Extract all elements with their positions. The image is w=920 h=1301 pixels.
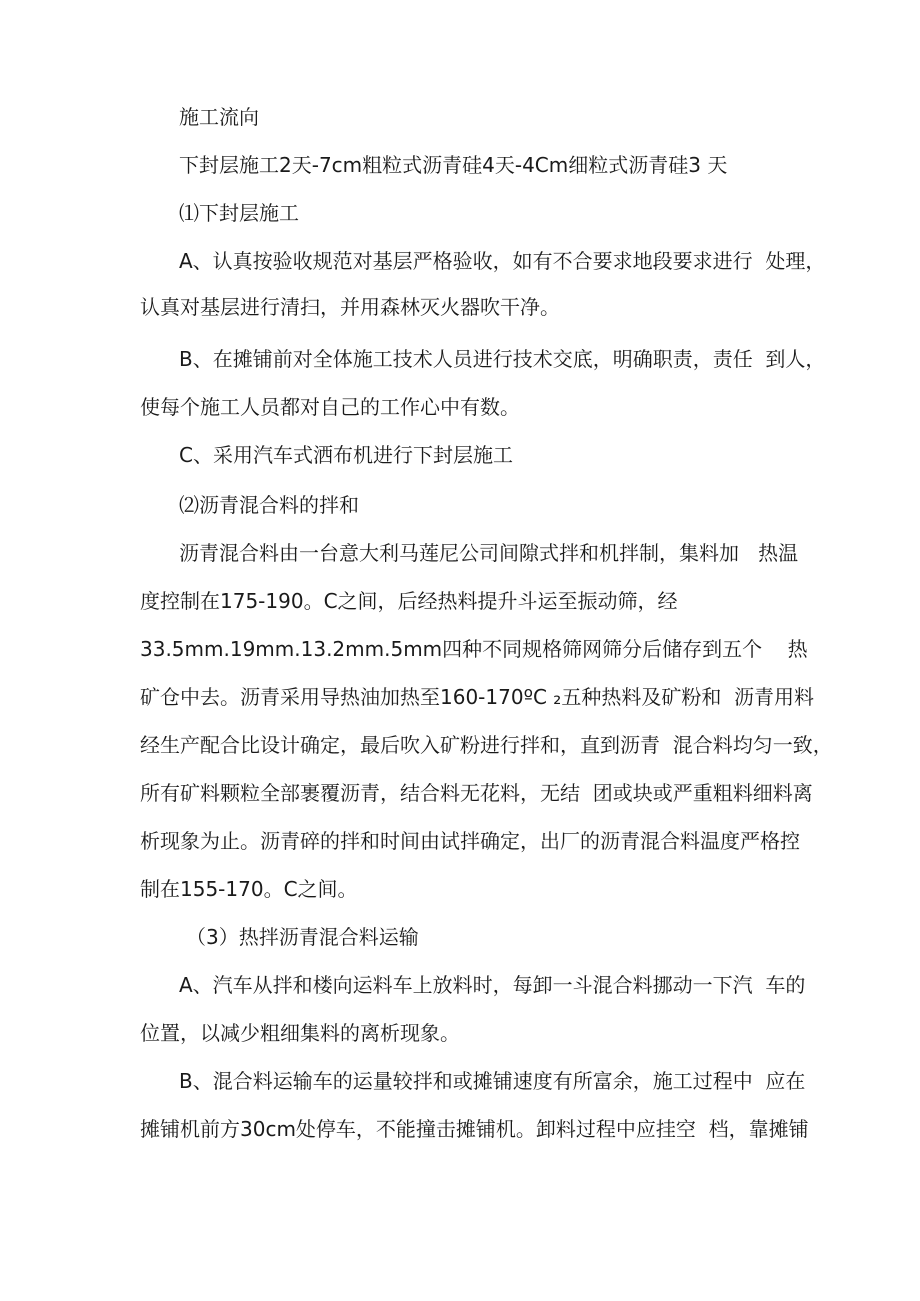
text-line: A、认真按验收规范对基层严格验收，如有不合要求地段要求进行 处理， <box>179 249 826 273</box>
text-line: A、汽车从拌和楼向运料车上放料时，每卸一斗混合料挪动一下汽 车的 <box>179 973 806 997</box>
text-line: 沥青混合料由一台意大利马莲尼公司间隙式拌和机拌制，集料加 热温 <box>179 541 799 565</box>
text-line: 度控制在175-190。C之间，后经热料提升斗运至振动筛，经 <box>140 589 678 613</box>
text-line: B、混合料运输车的运量较拌和或摊铺速度有所富余，施工过程中 应在 <box>179 1069 806 1093</box>
section-heading: ⑴下封层施工 <box>179 201 299 225</box>
text-line: 33.5mm.19mm.13.2mm.5mm四种不同规格筛网筛分后储存到五个 热 <box>140 637 808 661</box>
text-line: 认真对基层进行清扫，并用森林灭火器吹干净。 <box>140 295 560 319</box>
text-line: B、在摊铺前对全体施工技术人员进行技术交底，明确职责，责任 到人， <box>179 347 826 371</box>
section-heading: （3）热拌沥青混合料运输 <box>186 925 419 949</box>
text-line: 使每个施工人员都对自己的工作心中有数。 <box>140 395 520 419</box>
text-line: 所有矿料颗粒全部裹覆沥青，结合料无花料，无结 团或块或严重粗料细料离 <box>140 781 813 805</box>
text-line: 位置，以减少粗细集料的离析现象。 <box>140 1021 460 1045</box>
section-heading: ⑵沥青混合料的拌和 <box>179 493 359 517</box>
text-line: 下封层施工2天-7cm粗粒式沥青硅4天-4Cm细粒式沥青硅3 天 <box>179 153 728 177</box>
text-line: 析现象为止。沥青碎的拌和时间由试拌确定，出厂的沥青混合料温度严格控 <box>140 829 800 853</box>
text-line: 制在155-170。C之间。 <box>140 877 358 901</box>
text-line: C、采用汽车式洒布机进行下封层施工 <box>179 443 513 467</box>
text-line: 施工流向 <box>179 105 259 129</box>
text-line: 矿仓中去。沥青采用导热油加热至160-170ºC ₂五种热料及矿粉和 沥青用料 <box>140 685 815 709</box>
text-line: 摊铺机前方30cm处停车，不能撞击摊铺机。卸料过程中应挂空 档，靠摊铺 <box>140 1117 809 1141</box>
text-line: 经生产配合比设计确定，最后吹入矿粉进行拌和，直到沥青 混合料均匀一致， <box>140 733 833 757</box>
